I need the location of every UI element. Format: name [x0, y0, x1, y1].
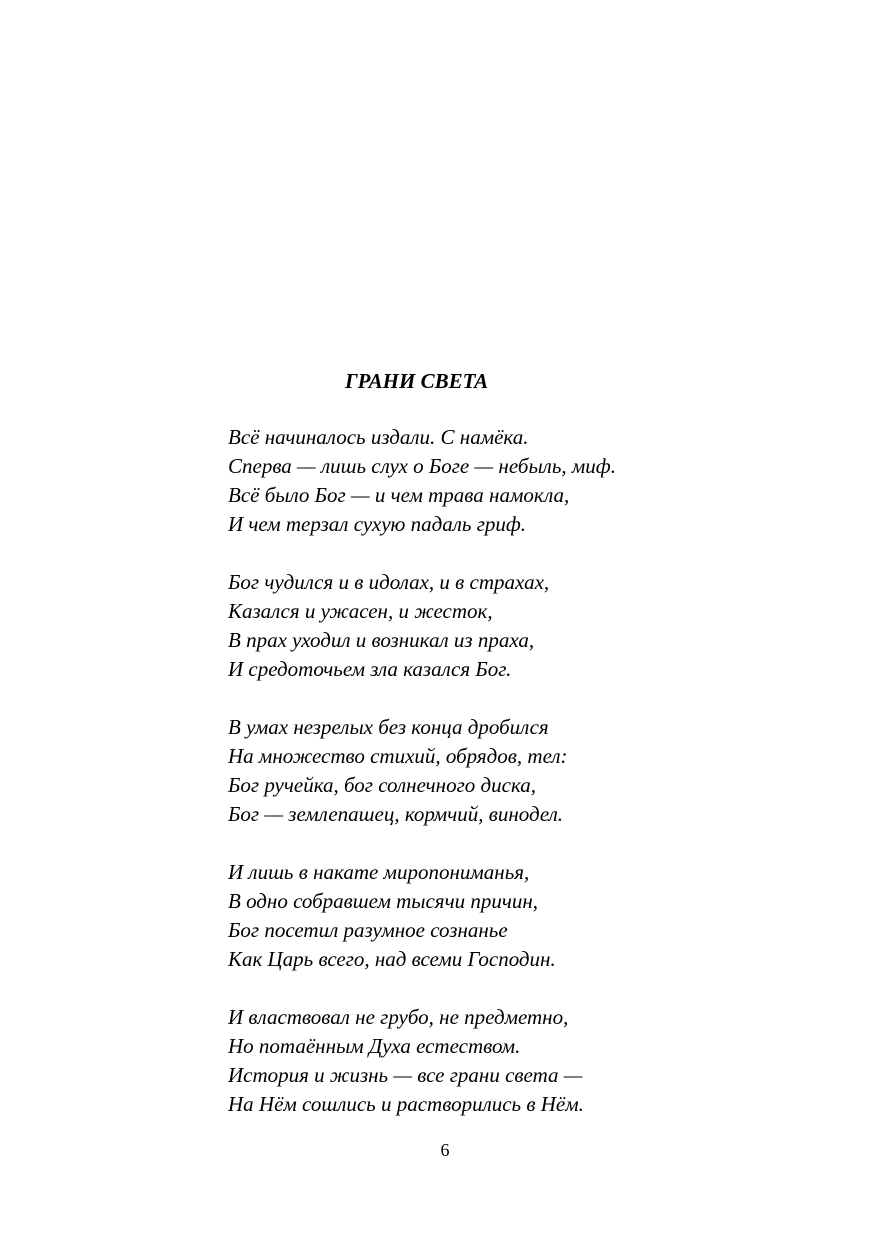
verse-line: Бог — землепашец, кормчий, винодел.	[228, 802, 564, 826]
verse-line: В прах уходил и возникал из праха,	[228, 628, 535, 652]
verse-line: И властвовал не грубо, не предметно,	[228, 1005, 569, 1029]
stanza-2	[228, 568, 788, 684]
verse-line: В одно собравшем тысячи причин,	[228, 889, 539, 913]
verse-line: И средоточьем зла казался Бог.	[228, 657, 512, 681]
verse-line: Бог чудился и в идолах, и в страхах,	[228, 570, 550, 594]
verse-line: Но потаённым Духа естеством.	[228, 1034, 521, 1058]
verse-line: И чем терзал сухую падаль гриф.	[228, 512, 527, 536]
stanza-4	[228, 858, 788, 974]
verse-line: Всё было Бог — и чем трава намокла,	[228, 483, 570, 507]
verse-line: И лишь в накате миропониманья,	[228, 860, 530, 884]
stanza-1	[228, 423, 788, 539]
verse-line: История и жизнь — все грани света —	[228, 1063, 583, 1087]
verse-line: Как Царь всего, над всеми Господин.	[228, 947, 556, 971]
poem-body	[228, 423, 788, 1119]
verse-line: Бог ручейка, бог солнечного диска,	[228, 773, 537, 797]
verse-line: В умах незрелых без конца дробился	[228, 715, 549, 739]
poem-title: ГРАНИ СВЕТА	[345, 369, 489, 393]
verse-line: Сперва — лишь слух о Боге — небыль, миф.	[228, 454, 616, 478]
page-number: 6	[440, 1140, 450, 1160]
verse-line: На Нём сошлись и растворились в Нём.	[228, 1092, 584, 1116]
verse-line: Бог посетил разумное сознанье	[228, 918, 508, 942]
verse-line: Всё начиналось издали. С намёка.	[228, 425, 529, 449]
stanza-3	[228, 713, 788, 829]
verse-line: Казался и ужасен, и жесток,	[228, 599, 493, 623]
stanza-5	[228, 1003, 788, 1119]
verse-line: На множество стихий, обрядов, тел:	[228, 744, 568, 768]
